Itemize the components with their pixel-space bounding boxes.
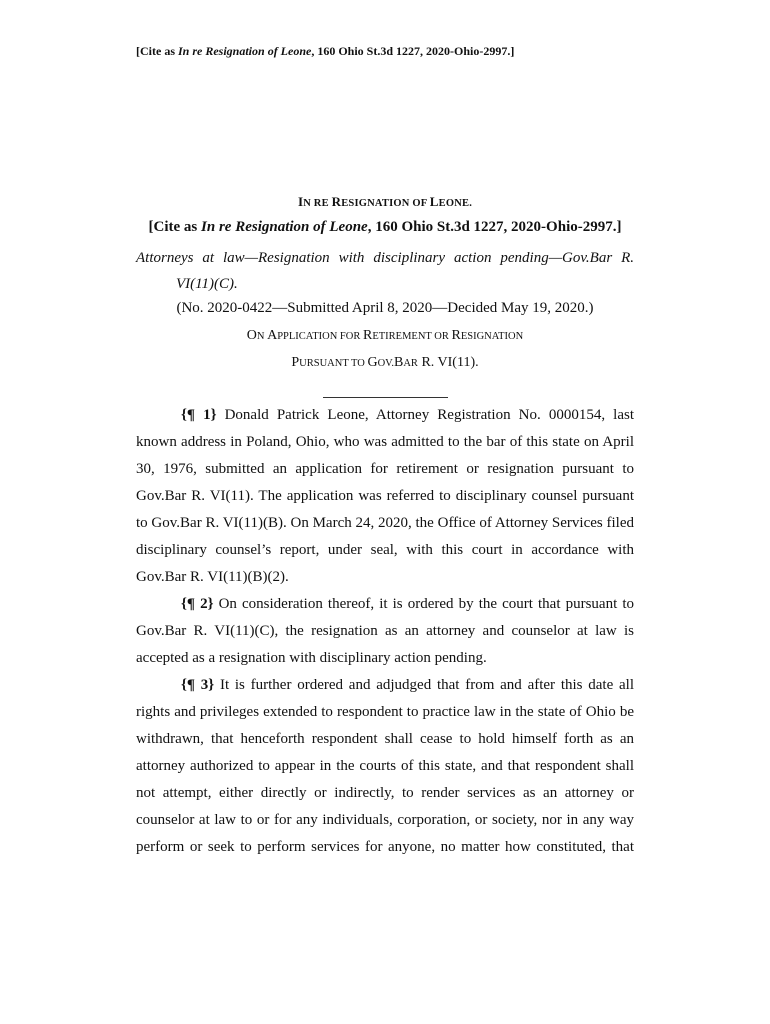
header-citation: [Cite as In re Resignation of Leone, 160 Ohio St.3d 1227, 2020-Ohio-2997.] — [136, 44, 515, 58]
paragraph-number: {¶ 3} — [181, 677, 215, 693]
paragraph-line: {¶ 3} It is further ordered and adjudged that from and after this date all — [181, 677, 634, 693]
header-case-name: In re Resignation of Leone — [178, 44, 312, 58]
headnote-line: VI(11)(C). — [176, 276, 238, 292]
application-heading-line2: PURSUANT TO GOV.BAR R. VI(11). — [291, 355, 479, 370]
headnote-line: Attorneys at law—Resignation with disciplinary action pending—Gov.Bar R. — [136, 250, 634, 266]
paragraph-line: not attempt, either directly or indirectly, to render services as an attorney or — [136, 785, 634, 801]
case-name: In re Resignation of Leone — [201, 219, 368, 235]
paragraph-line: counselor at law to or for any individuals, corporation, or society, nor in any way — [136, 812, 634, 828]
case-citation: [Cite as In re Resignation of Leone, 160 Ohio St.3d 1227, 2020-Ohio-2997.] — [148, 219, 622, 235]
paragraph-line: accepted as a resignation with disciplinary action pending. — [136, 650, 487, 666]
paragraph-line: Gov.Bar R. VI(11)(C), the resignation as an attorney and counselor at law is — [136, 623, 634, 639]
paragraph-line: {¶ 1} Donald Patrick Leone, Attorney Registration No. 0000154, last — [181, 407, 635, 423]
paragraph-line: Gov.Bar R. VI(11)(B)(2). — [136, 569, 289, 585]
headnote — [136, 245, 634, 297]
paragraph-line: Gov.Bar R. VI(11). The application was referred to disciplinary counsel pursuant — [136, 488, 634, 504]
application-heading-line1: ON APPLICATION FOR RETIREMENT OR RESIGNATION — [246, 328, 524, 343]
paragraph-line: rights and privileges extended to respondent to practice law in the state of Ohio be — [136, 704, 634, 720]
paragraph-1 — [136, 402, 634, 591]
paragraph-2 — [136, 591, 634, 672]
paragraph-line: known address in Poland, Ohio, who was admitted to the bar of this state on April — [136, 434, 634, 450]
paragraph-line: to Gov.Bar R. VI(11)(B). On March 24, 2020, the Office of Attorney Services filed — [136, 515, 634, 531]
paragraph-line: disciplinary counsel’s report, under seal, with this court in accordance with — [136, 542, 634, 558]
docket-info: (No. 2020-0422—Submitted April 8, 2020—Decided May 19, 2020.) — [176, 300, 594, 316]
paragraph-line: withdrawn, that henceforth respondent shall cease to hold himself forth as an — [136, 731, 634, 747]
paragraph-3 — [136, 672, 634, 861]
paragraph-line: 30, 1976, submitted an application for retirement or resignation pursuant to — [136, 461, 634, 477]
paragraph-line: perform or seek to perform services for anyone, no matter how constituted, that — [136, 839, 634, 855]
section-divider — [323, 397, 448, 398]
paragraph-number: {¶ 2} — [181, 596, 214, 612]
case-title: IN RE RESIGNATION OF LEONE. — [297, 194, 473, 209]
paragraph-line: attorney authorized to appear in the courts of this state, and that respondent shall — [136, 758, 634, 774]
paragraph-number: {¶ 1} — [181, 407, 217, 423]
paragraph-line: {¶ 2} On consideration thereof, it is ordered by the court that pursuant to — [181, 596, 634, 612]
opinion-body — [136, 402, 634, 861]
